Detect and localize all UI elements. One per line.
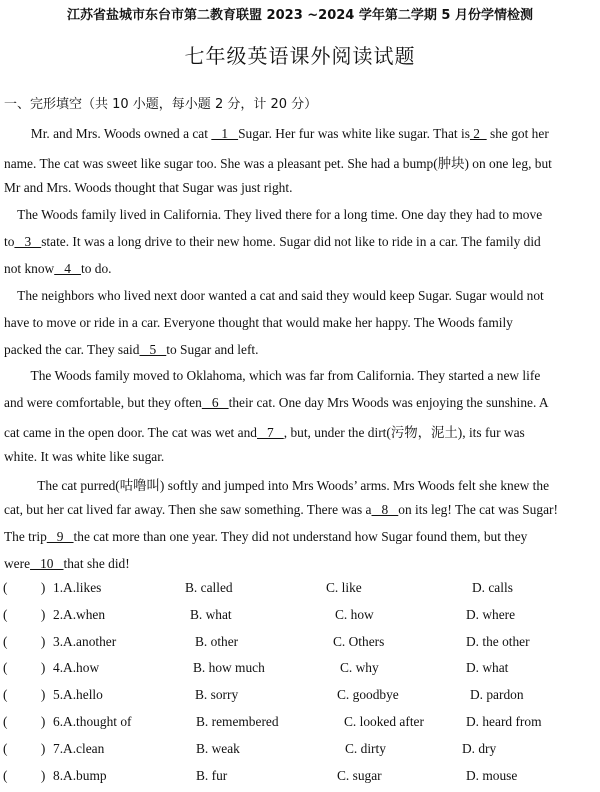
answer-parentheses[interactable]: ( ) xyxy=(3,740,46,756)
passage-text: their cat. One day Mrs Woods was enjoying the sunshine. A xyxy=(228,395,549,410)
blank-number: 2 xyxy=(469,126,487,141)
option-b: B. sorry xyxy=(195,687,239,703)
blank-number: 1 xyxy=(211,126,239,141)
answer-parentheses[interactable]: ( ) xyxy=(3,714,46,729)
option-c: C. dirty xyxy=(345,740,386,756)
question-row xyxy=(0,714,600,734)
option-b: B. remembered xyxy=(196,714,279,729)
answer-parentheses[interactable]: ( ) xyxy=(3,606,46,622)
question-row xyxy=(0,634,600,654)
option-b: B. what xyxy=(190,606,232,622)
option-a: 8.A.bump xyxy=(53,767,107,783)
passage-text: that she did! xyxy=(63,556,130,571)
answer-parentheses[interactable]: ( ) xyxy=(3,767,46,783)
answer-parentheses[interactable]: ( ) xyxy=(3,633,46,649)
question-row xyxy=(0,768,600,788)
question-row xyxy=(0,741,600,761)
option-b: B. called xyxy=(185,580,233,595)
passage-text: on its leg! The cat was Sugar! xyxy=(398,502,558,517)
passage-line xyxy=(4,449,164,465)
passage-text: cat, but her cat lived far away. Then she saw something. There was a xyxy=(4,502,372,517)
passage-text: state. It was a long drive to their new home. Sugar did not like to ride in a car. The family did xyxy=(41,234,541,249)
blank-number: 5 xyxy=(139,342,167,357)
option-d: D. pardon xyxy=(470,687,524,703)
option-d: D. mouse xyxy=(466,767,518,783)
passage-text: were xyxy=(4,556,31,571)
passage-text: The Woods family moved to Oklahoma, which was far from California. They started a new life xyxy=(4,368,541,383)
answer-parentheses[interactable]: ( ) xyxy=(3,687,46,703)
passage-text: to Sugar and left. xyxy=(166,342,259,357)
option-b: B. fur xyxy=(196,767,228,783)
passage-text: Mr. and Mrs. Woods owned a cat xyxy=(4,126,212,141)
passage-text: The Woods family lived in California. They lived there for a long time. One day they had to move xyxy=(4,207,543,222)
option-a: 5.A.hello xyxy=(53,687,103,703)
option-d: D. what xyxy=(466,660,509,676)
passage-line xyxy=(4,368,540,384)
passage-line xyxy=(4,475,549,494)
blank-number: 7 xyxy=(256,425,284,440)
option-d: D. calls xyxy=(472,580,513,595)
question-row xyxy=(0,607,600,627)
passage-text: she got her xyxy=(486,126,549,141)
passage-line xyxy=(4,342,258,358)
option-a: 2.A.when xyxy=(53,606,106,622)
blank-number: 3 xyxy=(14,234,42,249)
passage-text: The trip xyxy=(4,529,47,544)
passage-text: and were comfortable, but they often xyxy=(4,395,202,410)
option-c: C. why xyxy=(340,660,379,676)
passage-text: not know xyxy=(4,261,55,276)
answer-parentheses[interactable]: ( ) xyxy=(3,580,46,595)
blank-number: 6 xyxy=(201,395,229,410)
option-c: C. goodbye xyxy=(337,687,399,703)
option-a: 3.A.another xyxy=(53,633,117,649)
passage-text: the cat more than one year. They did not understand how Sugar found them, but they xyxy=(73,529,528,544)
passage-text: , but, under the dirt(污物，泥土), its fur was xyxy=(283,425,525,440)
passage-text: have to move or ride in a car. Everyone thought that would make her happy. The Woods family xyxy=(4,315,513,330)
blank-number: 9 xyxy=(46,529,74,544)
option-b: B. weak xyxy=(196,740,240,756)
passage-line xyxy=(4,234,541,250)
blank-number: 4 xyxy=(54,261,81,276)
passage-line xyxy=(4,153,552,172)
option-b: B. how much xyxy=(193,660,265,676)
option-d: D. heard from xyxy=(466,714,542,729)
option-d: D. the other xyxy=(466,633,530,649)
option-c: C. looked after xyxy=(344,714,424,729)
passage-line xyxy=(4,422,525,441)
passage-line xyxy=(4,180,292,196)
passage-text: The cat purred(咕噜叫) softly and jumped into Mrs Woods’ arms. Mrs Woods felt she knew the xyxy=(4,478,550,493)
option-c: C. how xyxy=(335,606,374,622)
blank-number: 8 xyxy=(371,502,399,517)
option-a: 7.A.clean xyxy=(53,740,105,756)
option-a: 1.A.likes xyxy=(53,580,102,595)
passage-text: Mr and Mrs. Woods thought that Sugar was just right. xyxy=(4,180,293,195)
option-c: C. sugar xyxy=(337,767,382,783)
question-row xyxy=(0,580,600,600)
passage-text: packed the car. They said xyxy=(4,342,140,357)
passage-text: name. The cat was sweet like sugar too. She was a pleasant pet. She had a bump(肿块) on one leg, but xyxy=(4,156,552,171)
passage-line xyxy=(4,288,544,304)
passage-line xyxy=(4,261,112,277)
option-d: D. dry xyxy=(462,740,497,756)
passage-text: The neighbors who lived next door wanted a cat and said they would keep Sugar. Sugar would not xyxy=(4,288,544,303)
passage-line xyxy=(4,207,542,223)
option-a: 4.A.how xyxy=(53,660,100,676)
section-heading: 一、完形填空（共 10 小题，每小题 2 分，计 20 分） xyxy=(4,97,318,112)
passage-line xyxy=(4,502,558,518)
option-c: C. like xyxy=(326,580,362,595)
option-d: D. where xyxy=(466,606,516,622)
answer-parentheses[interactable]: ( ) xyxy=(3,660,46,676)
passage-line xyxy=(4,395,549,411)
passage-text: white. It was white like sugar. xyxy=(4,449,165,464)
blank-number: 10 xyxy=(30,556,64,571)
exam-header: 江苏省盐城市东台市第二教育联盟 2023 ~2024 学年第二学期 5 月份学情检测 xyxy=(67,8,533,23)
passage-line xyxy=(4,126,549,142)
passage-line xyxy=(4,556,130,572)
passage-line xyxy=(4,529,527,545)
question-row xyxy=(0,660,600,680)
question-row xyxy=(0,687,600,707)
passage-line xyxy=(4,315,513,331)
option-b: B. other xyxy=(195,633,239,649)
passage-text: cat came in the open door. The cat was wet and xyxy=(4,425,257,440)
option-a: 6.A.thought of xyxy=(53,714,132,729)
passage-text: to do. xyxy=(81,261,112,276)
page-title: 七年级英语课外阅读试题 xyxy=(184,44,416,68)
passage-text: Sugar. Her fur was white like sugar. That is xyxy=(238,126,470,141)
passage-text: to xyxy=(4,234,15,249)
option-c: C. Others xyxy=(333,633,385,649)
